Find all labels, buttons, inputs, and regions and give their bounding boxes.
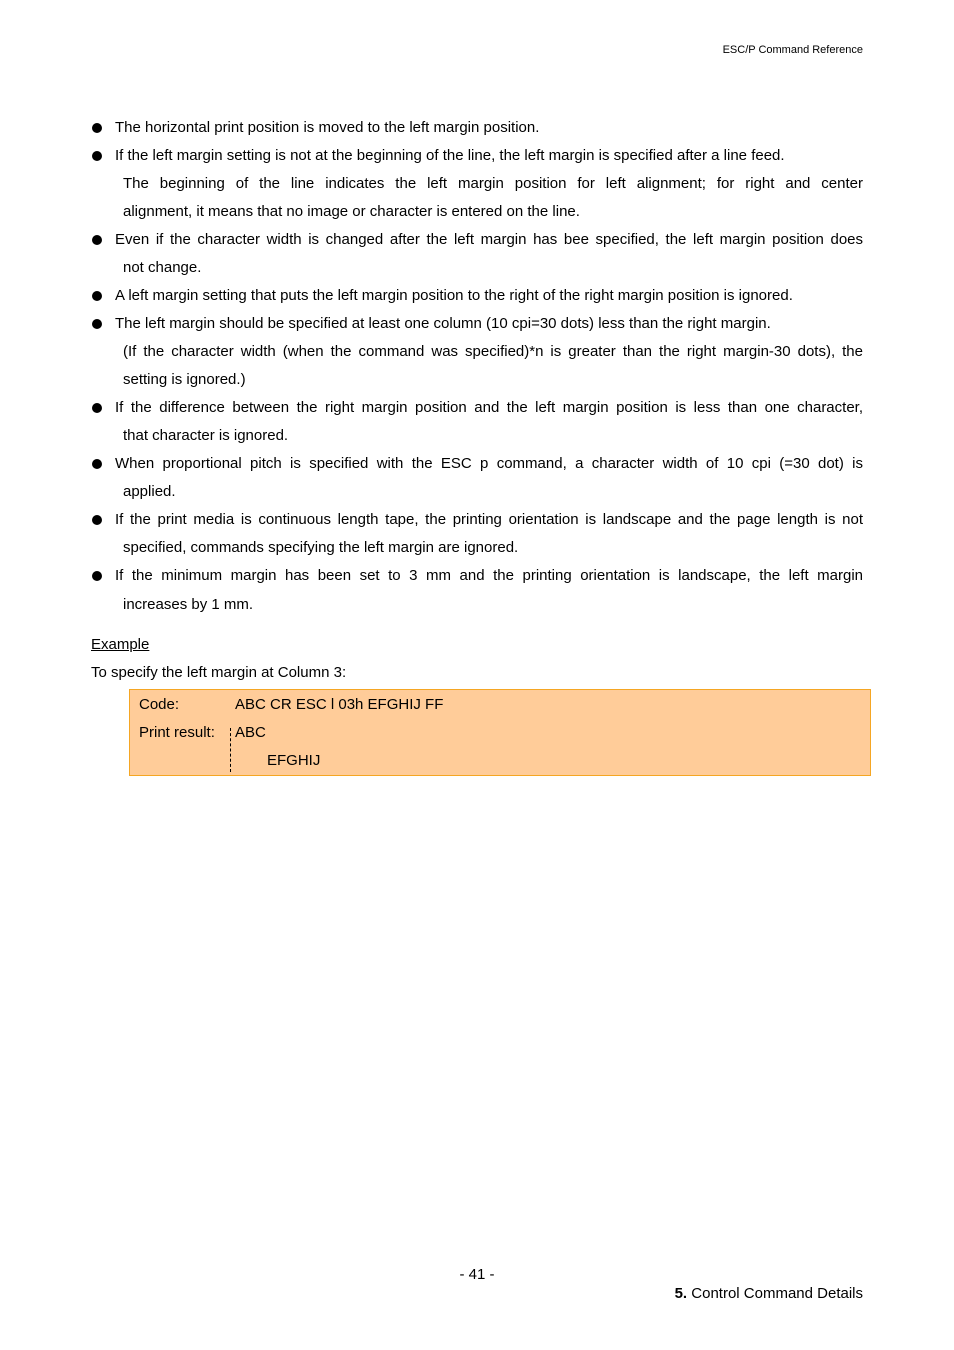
bullet-list <box>91 114 863 620</box>
list-item <box>91 562 863 620</box>
bullet-dot-icon <box>92 291 102 301</box>
bullet-dot-icon <box>92 123 102 133</box>
list-item <box>91 114 863 142</box>
bullet-text: If the minimum margin has been set to 3 mm and the printing orientation is landscape, the left margin <box>115 567 863 584</box>
bullet-text: If the left margin setting is not at the beginning of the line, the left margin is specified after a line feed. <box>115 147 785 164</box>
bullet-continuation: increases by 1 mm. <box>123 596 254 613</box>
bullet-dot-icon <box>92 151 102 161</box>
running-header: ESC/P Command Reference <box>722 44 863 56</box>
bullet-text: When proportional pitch is specified with the ESC p command, a character width of 10 cpi (=30 dot) is <box>115 455 863 472</box>
list-item <box>91 226 863 282</box>
list-item <box>91 506 863 562</box>
footer-section <box>675 1285 863 1302</box>
code-value: ABC CR ESC l 03h EFGHIJ FF <box>235 696 444 713</box>
list-item <box>91 282 863 310</box>
bullet-text: The horizontal print position is moved to the left margin position. <box>115 119 540 136</box>
code-label: Code: <box>139 696 180 713</box>
bullet-continuation: alignment, it means that no image or character is entered on the line. <box>123 203 580 220</box>
bullet-continuation: (If the character width (when the command was specified)*n is greater than the right margin-30 dots), the <box>123 343 863 360</box>
example-code-box <box>129 689 871 776</box>
bullet-continuation: specified, commands specifying the left margin are ignored. <box>123 539 519 556</box>
bullet-text: Even if the character width is changed after the left margin has bee specified, the left margin position does <box>115 231 863 248</box>
list-item <box>91 450 863 506</box>
print-result-label: Print result: <box>139 724 215 741</box>
bullet-dot-icon <box>92 515 102 525</box>
bullet-text: A left margin setting that puts the left margin position to the right of the right margin position is ignored. <box>115 287 793 304</box>
bullet-text: The left margin should be specified at least one column (10 cpi=30 dots) less than the right margin. <box>115 315 771 332</box>
bullet-dot-icon <box>92 459 102 469</box>
example-heading: Example <box>91 636 150 653</box>
example-description: To specify the left margin at Column 3: <box>91 664 347 681</box>
bullet-dot-icon <box>92 403 102 413</box>
bullet-text: If the print media is continuous length tape, the printing orientation is landscape and the page length is not <box>115 511 863 528</box>
bullet-continuation: that character is ignored. <box>123 427 289 444</box>
section-title: Control Command Details <box>691 1285 863 1302</box>
print-result-line-1: ABC <box>235 724 266 741</box>
section-number: 5. <box>674 1285 688 1302</box>
print-result-line-2: EFGHIJ <box>267 752 321 769</box>
list-item <box>91 142 863 226</box>
list-item <box>91 394 863 450</box>
bullet-dot-icon <box>92 571 102 581</box>
page-number: - 41 - <box>459 1266 495 1283</box>
bullet-continuation: not change. <box>123 259 202 276</box>
bullet-dot-icon <box>92 235 102 245</box>
list-item <box>91 310 863 394</box>
bullet-continuation: setting is ignored.) <box>123 371 246 388</box>
bullet-continuation: The beginning of the line indicates the left margin position for left alignment; for right and center <box>123 175 863 192</box>
bullet-continuation: applied. <box>123 483 176 500</box>
bullet-dot-icon <box>92 319 102 329</box>
left-margin-guide <box>230 728 231 772</box>
bullet-text: If the difference between the right margin position and the left margin position is less than one character, <box>115 399 863 416</box>
